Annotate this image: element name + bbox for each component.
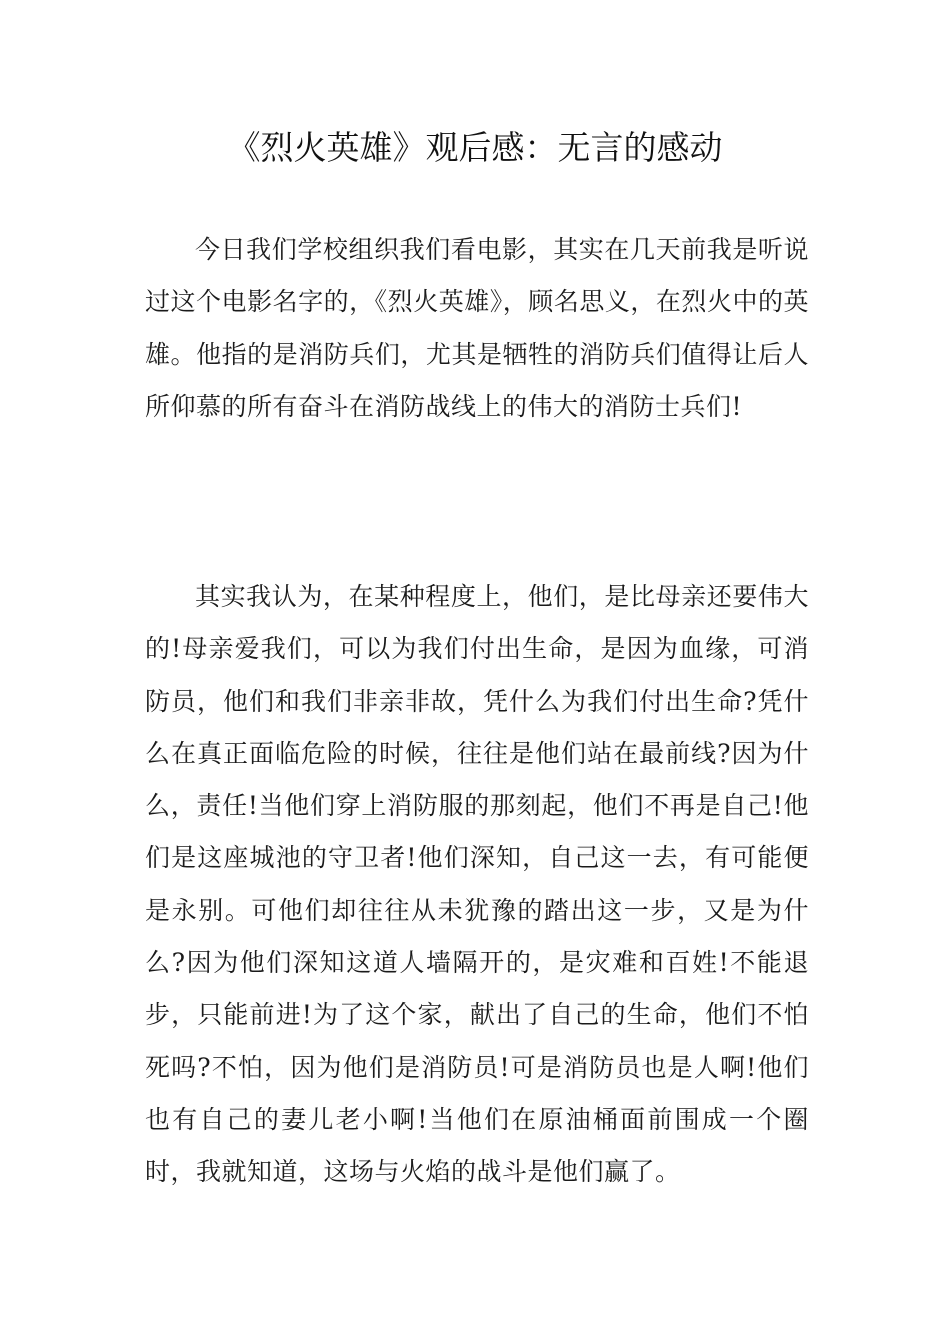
paragraph-2: 其实我认为，在某种程度上，他们，是比母亲还要伟大的!母亲爱我们，可以为我们付出生命，是因为血缘，可消防员，他们和我们非亲非故，凭什么为我们付出生命?凭什么在真正面临危险的时候，往往是他们站在最前线?因为什么，责任!当他们穿上消防服的那刻起，他们不再是自己!他们是这座城池的守卫者!他们深知，自己这一去，有可能便是永别。可他们却往往从未犹豫的踏出这一步，又是为什么?因为他们深知这道人墙隔开的，是灾难和百姓!不能退步，只能前进!为了这个家，献出了自己的生命，他们不怕死吗?不怕，因为他们是消防员!可是消防员也是人啊!他们也有自己的妻儿老小啊!当他们在原油桶面前围成一个圈时，我就知道，这场与火焰的战斗是他们赢了。 [145,582,809,1187]
document-title: 《烈火英雄》观后感：无言的感动 [227,128,723,167]
paragraph-1: 今日我们学校组织我们看电影，其实在几天前我是听说过这个电影名字的，《烈火英雄》，顾名思义，在烈火中的英雄。他指的是消防兵们，尤其是牺牲的消防兵们值得让后人所仰慕的所有奋斗在消防战线上的伟大的消防士兵们! [145,235,809,421]
